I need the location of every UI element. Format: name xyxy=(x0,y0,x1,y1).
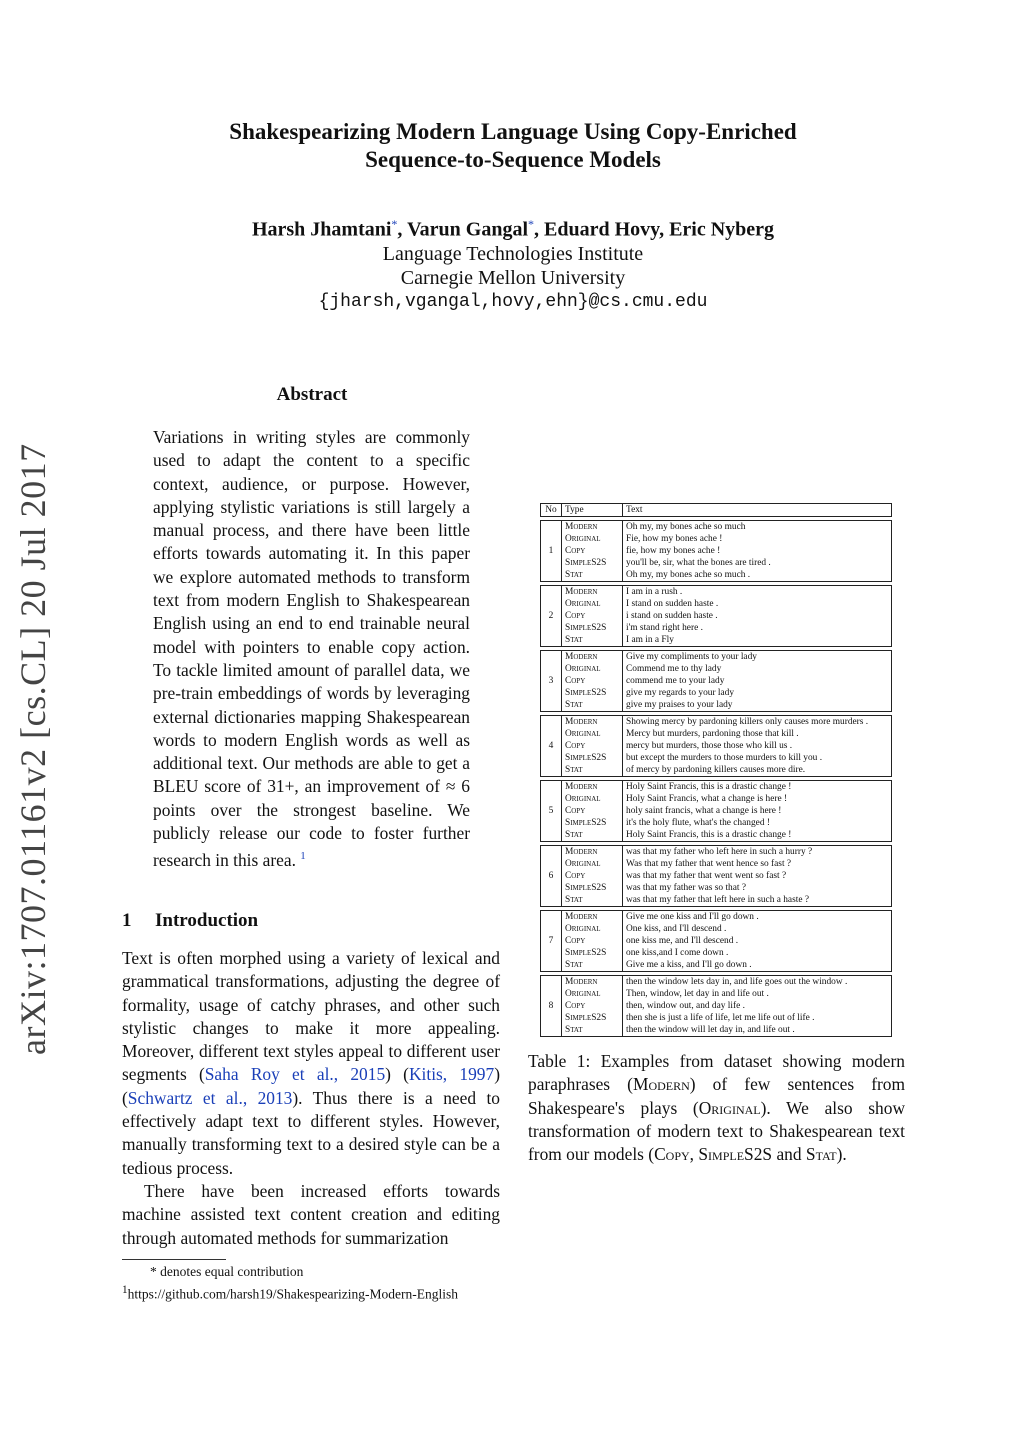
table-row xyxy=(562,935,891,947)
group-number: 4 xyxy=(541,716,562,776)
table-group xyxy=(540,975,892,1037)
author-others: Eduard Hovy, Eric Nyberg xyxy=(544,218,775,241)
row-text: you'll be, sir, what the bones are tired . xyxy=(626,558,771,568)
caption-sep-1: , xyxy=(689,1144,699,1165)
row-text: Showing mercy by pardoning killers only causes more murders . xyxy=(626,717,869,727)
row-text: Give my compliments to your lady xyxy=(626,652,757,662)
row-text: I am in a rush . xyxy=(626,587,683,597)
table-group xyxy=(540,650,892,712)
abstract-heading: Abstract xyxy=(276,384,348,405)
row-text: one kiss me, and I'll descend . xyxy=(626,936,739,946)
table-row xyxy=(562,716,891,728)
row-text: then the window lets day in, and life goes out the window . xyxy=(626,977,848,987)
table-row xyxy=(562,959,891,971)
table-group xyxy=(540,715,892,777)
author-institute: Language Technologies Institute xyxy=(382,242,644,265)
arxiv-sidebar-id: arXiv:1707.01161v2 [cs.CL] 20 Jul 2017 xyxy=(13,443,53,1055)
paper-title xyxy=(130,118,896,174)
row-text: Was that my father that went hence so fast ? xyxy=(626,859,792,869)
caption-copy: Copy xyxy=(654,1144,690,1165)
row-type: SimpleS2S xyxy=(562,752,623,764)
caption-sep-2: and xyxy=(772,1144,806,1165)
row-type: Stat xyxy=(562,634,623,646)
author-2: Varun Gangal xyxy=(407,218,529,241)
row-type: Stat xyxy=(562,959,623,971)
table-row xyxy=(562,870,891,882)
intro-text-c: ) ( xyxy=(122,1064,500,1108)
row-type: Stat xyxy=(562,1024,623,1036)
row-text: I stand on sudden haste . xyxy=(626,599,719,609)
row-text: One kiss, and I'll descend . xyxy=(626,924,727,934)
table-row xyxy=(562,728,891,740)
row-text: Give me one kiss and I'll go down . xyxy=(626,912,759,922)
table-row xyxy=(562,586,891,598)
caption-text-c: ). We also show transformation of modern text to Shakespearean text from our models ( xyxy=(528,1097,905,1165)
table-row xyxy=(562,911,891,923)
row-text: Oh my, my bones ache so much . xyxy=(626,570,751,580)
row-type: Original xyxy=(562,858,623,870)
row-type: Original xyxy=(562,988,623,1000)
footnotes xyxy=(122,1263,500,1304)
row-text: I am in a Fly xyxy=(626,635,674,645)
table-row xyxy=(562,1024,891,1036)
row-text: then, window out, and day life . xyxy=(626,1001,745,1011)
group-rows xyxy=(562,976,891,1036)
table-row xyxy=(562,675,891,687)
caption-text-b: ) of few sentences from Shakespeare's plays ( xyxy=(528,1074,905,1118)
table-row xyxy=(562,781,891,793)
row-text: Mercy but murders, pardoning those that kill . xyxy=(626,729,799,739)
row-type: Stat xyxy=(562,764,623,776)
row-type: Original xyxy=(562,663,623,675)
row-text: Oh my, my bones ache so much xyxy=(626,522,746,532)
intro-text-b: ) ( xyxy=(385,1064,409,1085)
row-text: one kiss,and I come down . xyxy=(626,948,729,958)
table-group xyxy=(540,910,892,972)
author-1: Harsh Jhamtani xyxy=(251,218,392,241)
citation-kitis[interactable]: Kitis, 1997 xyxy=(408,1064,495,1085)
footnote-url-mark: 1 xyxy=(122,1284,128,1296)
row-text: was that my father that went went so fast ? xyxy=(626,871,787,881)
table-row xyxy=(562,521,891,533)
section-heading-introduction xyxy=(122,910,258,932)
table-row xyxy=(562,988,891,1000)
caption-text-a: Table 1: Examples from dataset showing modern paraphrases ( xyxy=(528,1051,905,1095)
section-title: Introduction xyxy=(155,910,259,931)
row-text: holy saint francis, what a change is here ! xyxy=(626,806,782,816)
group-number: 3 xyxy=(541,651,562,711)
header-no: No xyxy=(541,504,562,516)
row-type: Modern xyxy=(562,521,623,533)
row-type: Copy xyxy=(562,740,623,752)
row-text: mercy but murders, those those who kill us . xyxy=(626,741,793,751)
row-text: Give me a kiss, and I'll go down . xyxy=(626,960,752,970)
row-text: Commend me to thy lady xyxy=(626,664,722,674)
row-type: SimpleS2S xyxy=(562,557,623,569)
group-rows xyxy=(562,781,891,841)
group-number: 1 xyxy=(541,521,562,581)
equal-contribution-mark-2: * xyxy=(528,217,535,231)
caption-original: Original xyxy=(698,1097,761,1118)
row-type: Stat xyxy=(562,569,623,581)
row-text: Holy Saint Francis, this is a drastic change ! xyxy=(626,782,792,792)
row-text: Then, window, let day in and life out . xyxy=(626,989,769,999)
row-type: Stat xyxy=(562,894,623,906)
row-type: Stat xyxy=(562,829,623,841)
table-body xyxy=(540,520,892,1037)
table-row xyxy=(562,976,891,988)
table-row xyxy=(562,663,891,675)
table-group xyxy=(540,845,892,907)
group-rows xyxy=(562,846,891,906)
table-row xyxy=(562,533,891,545)
row-type: Copy xyxy=(562,610,623,622)
footnote-ref-1[interactable]: 1 xyxy=(300,850,306,863)
row-type: Copy xyxy=(562,935,623,947)
row-text: commend me to your lady xyxy=(626,676,725,686)
footnote-url-link[interactable]: https://github.com/harsh19/Shakespearizing-Modern-English xyxy=(127,1286,458,1302)
row-type: Modern xyxy=(562,716,623,728)
group-number: 6 xyxy=(541,846,562,906)
header-type: Type xyxy=(562,504,623,516)
row-type: Copy xyxy=(562,545,623,557)
intro-text-a: Text is often morphed using a variety of lexical and grammatical transformations, adjusting the degree of formality, usage of catchy phrases, and other such stylistic changes to make it more appealing. Moreover, different text styles appeal to different user segments ( xyxy=(122,948,500,1085)
table-row xyxy=(562,622,891,634)
row-text: then she is just a life of life, let me life out of life . xyxy=(626,1013,815,1023)
group-rows xyxy=(562,586,891,646)
row-type: Modern xyxy=(562,976,623,988)
caption-simples2s: SimpleS2S xyxy=(698,1144,773,1165)
table-row xyxy=(562,687,891,699)
table-row xyxy=(562,894,891,906)
footnote-equal-contribution: * denotes equal contribution xyxy=(150,1264,304,1279)
table-row xyxy=(562,634,891,646)
table-row xyxy=(562,764,891,776)
table-row xyxy=(562,1012,891,1024)
table-group xyxy=(540,780,892,842)
citation-schwartz[interactable]: Schwartz et al., 2013 xyxy=(127,1087,293,1108)
author-emails: {jharsh,vgangal,hovy,ehn}@cs.cmu.edu xyxy=(318,291,708,312)
footnote-url xyxy=(122,1281,500,1304)
row-type: SimpleS2S xyxy=(562,687,623,699)
table-row xyxy=(562,793,891,805)
caption-text-d: ). xyxy=(836,1144,847,1165)
abstract-text: Variations in writing styles are commonly used to adapt the content to a specific context, audience, or purpose. However, applying stylistic variations is still largely a manual process, and there have been little efforts towards automating it. In this paper we explore automated methods to transform text from modern English to Shakespearean English using an end to end trainable neural model with pointers to enable copy action. To tackle limited amount of parallel data, we pre-train embeddings of words by leveraging external dictionaries mapping Shakespearean words to modern English words as well as additional text. Our methods are able to get a BLEU score of 31+, an improvement of ≈ 6 points over the strongest baseline. We publicly release our code to foster further research in this area. xyxy=(153,427,470,871)
row-type: Original xyxy=(562,923,623,935)
row-type: SimpleS2S xyxy=(562,622,623,634)
row-type: SimpleS2S xyxy=(562,1012,623,1024)
intro-paragraph-2: There have been increased efforts towards machine assisted text content creation and editing through automated methods for summarization xyxy=(122,1180,500,1248)
table-caption xyxy=(528,1050,905,1166)
row-text: but except the murders to those murders to kill you . xyxy=(626,753,823,763)
caption-stat: Stat xyxy=(805,1144,837,1165)
row-type: Copy xyxy=(562,675,623,687)
title-line-2: Sequence-to-Sequence Models xyxy=(365,147,661,172)
group-rows xyxy=(562,521,891,581)
examples-table xyxy=(540,503,892,1037)
row-text: was that my father was so that ? xyxy=(626,883,747,893)
table-row xyxy=(562,569,891,581)
row-text: i'm stand right here . xyxy=(626,623,703,633)
table-group xyxy=(540,520,892,582)
row-text: it's the holy flute, what's the changed ! xyxy=(626,818,770,828)
table-row xyxy=(562,651,891,663)
introduction-body xyxy=(122,947,500,1250)
section-number: 1 xyxy=(122,910,132,931)
row-type: Original xyxy=(562,793,623,805)
table-row xyxy=(562,805,891,817)
equal-contribution-mark-1: * xyxy=(391,217,398,231)
group-rows xyxy=(562,651,891,711)
row-type: Modern xyxy=(562,911,623,923)
table-row xyxy=(562,557,891,569)
group-rows xyxy=(562,716,891,776)
row-type: Copy xyxy=(562,1000,623,1012)
row-type: Stat xyxy=(562,699,623,711)
row-text: fie, how my bones ache ! xyxy=(626,546,721,556)
citation-saha-roy[interactable]: Saha Roy et al., 2015 xyxy=(204,1064,386,1085)
group-number: 8 xyxy=(541,976,562,1036)
footnote-divider xyxy=(122,1259,226,1260)
author-block xyxy=(130,212,896,314)
row-type: Modern xyxy=(562,781,623,793)
caption-modern: Modern xyxy=(632,1074,690,1095)
title-line-1: Shakespearizing Modern Language Using Copy-Enriched xyxy=(229,119,797,144)
row-type: SimpleS2S xyxy=(562,882,623,894)
author-names: Harsh Jhamtani*, Varun Gangal*, Eduard Hovy, Eric Nyberg xyxy=(251,217,775,241)
table-row xyxy=(562,740,891,752)
row-text: i stand on sudden haste . xyxy=(626,611,718,621)
table-header-row xyxy=(540,503,892,517)
row-text: Holy Saint Francis, what a change is here ! xyxy=(626,794,788,804)
table-row xyxy=(562,817,891,829)
row-type: Original xyxy=(562,598,623,610)
row-type: Original xyxy=(562,533,623,545)
row-text: Holy Saint Francis, this is a drastic change ! xyxy=(626,830,792,840)
group-number: 2 xyxy=(541,586,562,646)
header-text: Text xyxy=(626,505,643,515)
group-rows xyxy=(562,911,891,971)
table-row xyxy=(562,1000,891,1012)
table-row xyxy=(562,923,891,935)
table-row xyxy=(562,846,891,858)
row-text: of mercy by pardoning killers causes more dire. xyxy=(626,765,806,775)
table-row xyxy=(562,610,891,622)
table-row xyxy=(562,858,891,870)
row-text: then the window will let day in, and life out . xyxy=(626,1025,795,1035)
row-text: Fie, how my bones ache ! xyxy=(626,534,723,544)
group-number: 5 xyxy=(541,781,562,841)
row-type: Original xyxy=(562,728,623,740)
row-type: Copy xyxy=(562,870,623,882)
table-row xyxy=(562,829,891,841)
table-row xyxy=(562,598,891,610)
row-text: was that my father that left here in such a haste ? xyxy=(626,895,810,905)
intro-paragraph-1 xyxy=(122,947,500,1180)
row-type: SimpleS2S xyxy=(562,817,623,829)
table-row xyxy=(562,752,891,764)
row-type: Copy xyxy=(562,805,623,817)
table-row xyxy=(562,545,891,557)
abstract-body xyxy=(153,426,470,872)
table-row xyxy=(562,699,891,711)
intro-text-d: ). Thus there is a need to effectively adapt text to different styles. However, manually transforming text to a desired style can be a tedious process. xyxy=(122,1087,500,1178)
row-text: give my praises to your lady xyxy=(626,700,733,710)
table-row xyxy=(562,947,891,959)
table-group xyxy=(540,585,892,647)
table-row xyxy=(562,882,891,894)
row-type: Modern xyxy=(562,846,623,858)
row-text: was that my father who left here in such a hurry ? xyxy=(626,847,813,857)
author-university: Carnegie Mellon University xyxy=(400,266,626,289)
row-type: Modern xyxy=(562,586,623,598)
row-text: give my regards to your lady xyxy=(626,688,735,698)
row-type: Modern xyxy=(562,651,623,663)
row-type: SimpleS2S xyxy=(562,947,623,959)
group-number: 7 xyxy=(541,911,562,971)
